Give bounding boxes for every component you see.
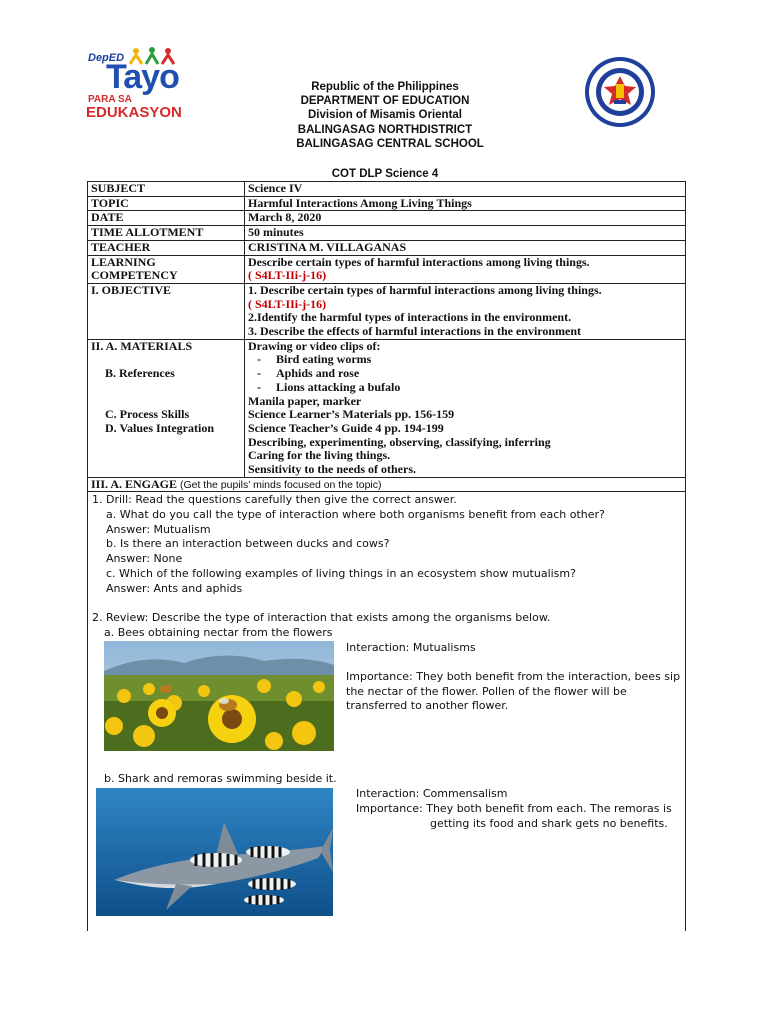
teacher-value: CRISTINA M. VILLAGANAS	[245, 240, 686, 255]
drill-answer-a: Answer: Mutualism	[106, 523, 211, 536]
value-1: Caring for the living things.	[248, 448, 391, 463]
school-header	[250, 80, 520, 151]
table-row	[88, 339, 686, 477]
materials-supplies: Manila paper, marker	[248, 393, 362, 408]
table-row	[88, 182, 686, 197]
deped-wordmark: DepED	[88, 52, 125, 64]
subject-value: Science IV	[245, 182, 686, 197]
header-department: DEPARTMENT OF EDUCATION	[300, 95, 470, 108]
objective-label: I. OBJECTIVE	[88, 283, 245, 339]
table-row	[88, 255, 686, 283]
list-item: - Lions attacking a bufalo	[257, 379, 401, 394]
time-label: TIME ALLOTMENT	[88, 226, 245, 241]
objective-1: 1. Describe certain types of harmful interactions among living things.	[248, 282, 602, 297]
drill-title: 1. Drill: Read the questions carefully then give the correct answer.	[92, 493, 457, 506]
competency-value	[245, 255, 686, 283]
table-row	[88, 196, 686, 211]
review-b-importance-1: Importance: They both benefit from each. The remoras is	[356, 802, 672, 815]
values-integration-label: D. Values Integration	[105, 420, 215, 435]
lesson-plan-table	[87, 181, 686, 478]
edukasyon-wordmark: EDUKASYON	[86, 104, 182, 121]
objective-2: 2.Identify the harmful types of interactions in the environment.	[248, 310, 572, 325]
time-value: 50 minutes	[245, 226, 686, 241]
reference-1: Science Learner’s Materials pp. 156-159	[248, 407, 455, 422]
review-a-importance-3: transferred to another flower.	[346, 699, 509, 712]
process-skills-label: C. Process Skills	[105, 407, 190, 422]
materials-labels	[88, 339, 245, 477]
materials-intro: Drawing or video clips of:	[248, 338, 381, 353]
header-school: BALINGASAG CENTRAL SCHOOL	[296, 137, 484, 150]
review-title: 2. Review: Describe the type of interaction that exists among the organisms below.	[92, 611, 551, 624]
engage-subtitle: (Get the pupils’ minds focused on the topic)	[177, 479, 382, 491]
value-2: Sensitivity to the needs of others.	[248, 462, 416, 477]
list-item: - Aphids and rose	[257, 366, 360, 381]
drill-question-a: a. What do you call the type of interaction where both organisms benefit from each other?	[106, 508, 605, 521]
materials-label: II. A. MATERIALS	[91, 338, 193, 353]
review-b-caption: b. Shark and remoras swimming beside it.	[104, 772, 337, 785]
table-row	[88, 240, 686, 255]
deped-seal-icon	[584, 56, 656, 128]
drill-answer-c: Answer: Ants and aphids	[106, 582, 243, 595]
para-sa-wordmark: PARA SA	[88, 94, 132, 105]
objective-code: ( S4LT-IIi-j-16)	[248, 296, 327, 311]
teacher-label: TEACHER	[88, 240, 245, 255]
competency-label-line1: LEARNING	[91, 254, 156, 269]
table-row	[88, 226, 686, 241]
reference-2: Science Teacher’s Guide 4 pp. 194-199	[248, 420, 444, 435]
bees-flowers-illustration	[104, 641, 334, 751]
header-republic: Republic of the Philippines	[311, 81, 459, 93]
competency-code: ( S4LT-IIi-j-16)	[248, 268, 327, 283]
review-a-importance-1: Importance: They both benefit from the interaction, bees sip	[346, 670, 681, 683]
list-item: - Bird eating worms	[257, 352, 372, 367]
deped-tayo-logo	[84, 44, 184, 128]
header-district: BALINGASAG NORTHDISTRICT	[297, 123, 473, 136]
table-row	[88, 283, 686, 339]
review-a-importance-2: the nectar of the flower. Pollen of the flower will be	[346, 685, 627, 698]
process-skills: Describing, experimenting, observing, classifying, inferring	[248, 434, 551, 449]
references-label: B. References	[105, 366, 175, 381]
subject-label: SUBJECT	[88, 182, 245, 197]
competency-label-line2: COMPETENCY	[91, 268, 178, 283]
review-b-interaction: Interaction: Commensalism	[356, 787, 508, 800]
table-row	[88, 211, 686, 226]
drill-question-b: b. Is there an interaction between ducks and cows?	[106, 537, 390, 550]
review-a-caption: a. Bees obtaining nectar from the flowers	[104, 626, 333, 639]
border-left	[87, 491, 88, 931]
engage-label: III. A. ENGAGE	[91, 477, 178, 491]
objective-value	[245, 283, 686, 339]
review-b-importance-2: getting its food and shark gets no benefits.	[430, 817, 668, 830]
engage-heading	[87, 477, 686, 491]
drill-answer-b: Answer: None	[106, 552, 183, 565]
objective-3: 3. Describe the effects of harmful interactions in the environment	[248, 324, 582, 339]
divider	[87, 491, 686, 492]
competency-label	[88, 255, 245, 283]
drill-question-c: c. Which of the following examples of living things in an ecosystem show mutualism?	[106, 567, 576, 580]
shark-remoras-illustration	[96, 788, 333, 916]
topic-value: Harmful Interactions Among Living Things	[245, 196, 686, 211]
review-a-interaction: Interaction: Mutualisms	[346, 641, 476, 654]
tayo-wordmark: Tayo	[106, 58, 179, 96]
competency-text: Describe certain types of harmful interactions among living things.	[248, 254, 590, 269]
document-title: COT DLP Science 4	[331, 168, 439, 180]
border-right	[685, 491, 686, 931]
bees-flowers-image	[104, 641, 334, 751]
materials-value	[245, 339, 686, 477]
shark-remoras-image	[96, 788, 333, 916]
topic-label: TOPIC	[88, 196, 245, 211]
date-value: March 8, 2020	[245, 211, 686, 226]
header-division: Division of Misamis Oriental	[307, 109, 462, 122]
date-label: DATE	[88, 211, 245, 226]
